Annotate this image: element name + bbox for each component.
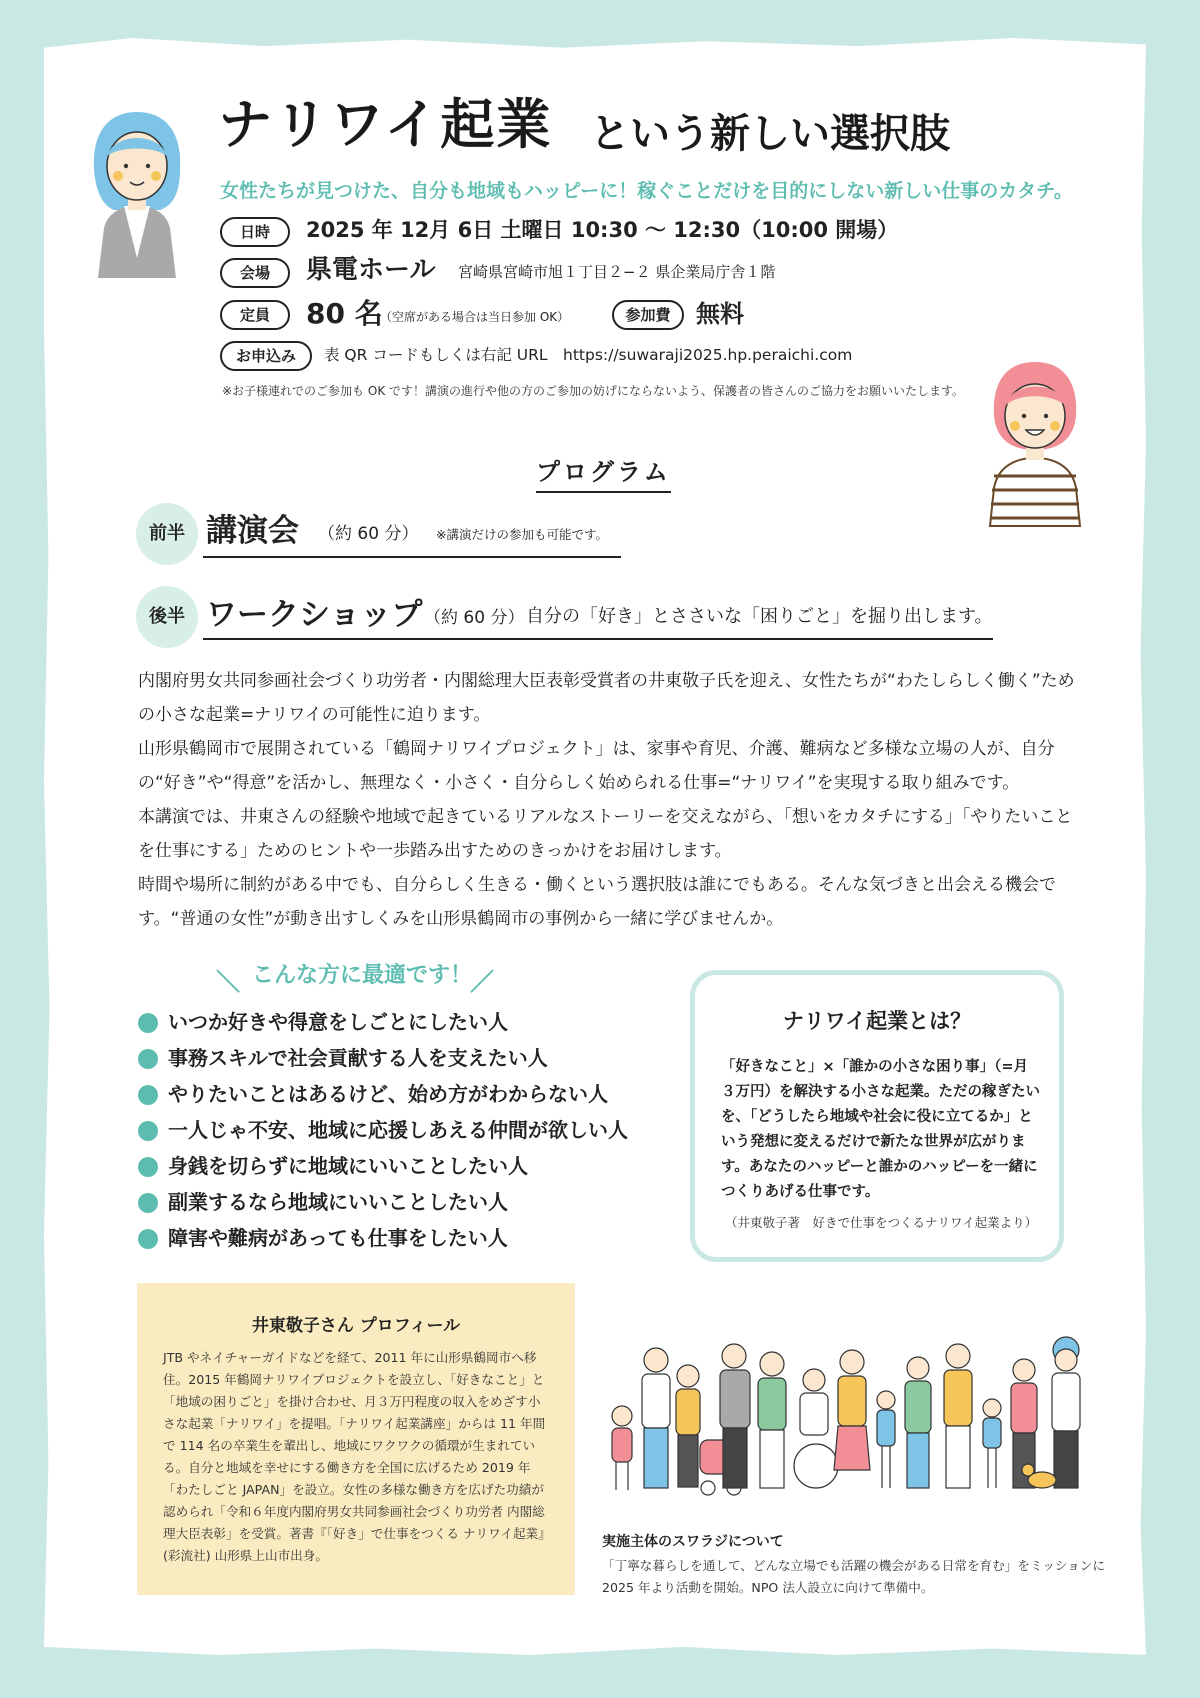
crowd-illustration [596, 1320, 1106, 1520]
workshop-underline [203, 638, 993, 640]
capacity-value: 80 名 [306, 297, 383, 330]
venue-label: 会場 [220, 258, 290, 288]
venue-name: 県電ホール [306, 255, 436, 285]
profile-box [137, 1283, 575, 1595]
suwaraji-body: 「丁寧な暮らしを通して、どんな立場でも活躍の機会がある日常を育む」をミッションに 2025 年より活動を開始。NPO 法人設立に向けて準備中。 [602, 1558, 1105, 1595]
list-item: 障害や難病があっても仕事をしたい人 [138, 1220, 628, 1256]
lecture-note: ※講演だけの参加も可能です。 [436, 527, 608, 542]
profile-title: 井東敬子さん プロフィール [251, 1316, 461, 1336]
workshop-description: 自分の「好き」とささいな「困りごと」を掘り出します。 [526, 606, 993, 627]
intro-paragraph: 内閣府男女共同参画社会づくり功労者・内閣総理大臣表彰受賞者の井東敬子氏を迎え、女性たちが“わたしらしく働く”ための小さな起業=ナリワイの可能性に迫ります。 [138, 671, 1075, 725]
apply-label: お申込み [220, 341, 312, 371]
apply-value[interactable]: 表 QR コードもしくは右記 URL https://suwaraji2025.hp.peraichi.com [324, 346, 853, 364]
capacity-label: 定員 [220, 300, 290, 330]
title-sub: という新しい選択肢 [590, 111, 950, 157]
woman-illustration-right [980, 358, 1090, 528]
bullet-icon [138, 1229, 158, 1249]
bullet-icon [138, 1049, 158, 1069]
bullet-icon [138, 1157, 158, 1177]
intro-paragraph: 時間や場所に制約がある中でも、自分らしく生きる・働くという選択肢は誰にでもある。そんな気づきと出会える機会です。“普通の女性”が動き出すしくみを山形県鶴岡市の事例から一緒に学びませんか。 [138, 875, 1056, 929]
slash-right-decoration: ／ [470, 968, 494, 996]
recommend-list [138, 1004, 628, 1256]
workshop-duration: （約 60 分） [424, 608, 525, 628]
intro-paragraph: 本講演では、井東さんの経験や地域で起きているリアルなストーリーを交えながら、「想いをカタチにする」「やりたいことを仕事にする」ためのヒントや一歩踏み出すためのきっかけをお届けします。 [138, 807, 1073, 861]
bullet-icon [138, 1085, 158, 1105]
about-title: ナリワイ起業とは？ [782, 1009, 972, 1033]
bullet-icon [138, 1121, 158, 1141]
fee-label: 参加費 [612, 300, 684, 330]
lecture-duration: （約 60 分） [318, 524, 419, 544]
list-item: いつか好きや得意をしごとにしたい人 [138, 1004, 628, 1040]
profile-body: JTB やネイチャーガイドなどを経て、2011 年に山形県鶴岡市へ移住。2015 年鶴岡ナリワイプロジェクトを設立し、「好きなこと」と「地域の困りごと」を掛け合わせ、月３万円程度の収入をめざす小さな起業「ナリワイ」を提唱。「ナリワイ起業講座」からは 11 年間で 114 名の卒業生を輩出し、地域にワクワクの循環が生まれている。自分と地域を幸せにする働き方を全国に広げるため 2019 年「わたしごと JAPAN」を設立。女性の多様な働き方を広げた功績が認められ「令和６年度内閣府男女共同参画社会づくり功労者 内閣総理大臣表彰」を受賞。著書『「好き」で仕事をつくる ナリワイ起業』(彩流社) 山形県上山市出身。 [163, 1350, 551, 1563]
list-item: 身銭を切らずに地域にいいことしたい人 [138, 1148, 628, 1184]
about-body: 「好きなこと」×「誰かの小さな困り事」（=月３万円）を解決する小さな起業。ただの稼ぎたいを、「どうしたら地域や社会に役に立てるか」という発想に変えるだけで新たな世界が広がります。あなたのハッピーと誰かのハッピーを一緒につくりあげる仕事です。 [721, 1059, 1040, 1200]
date-label: 日時 [220, 217, 290, 247]
date-value: 2025 年 12月 6日 土曜日 10:30 〜 12:30（10:00 開場） [306, 218, 899, 242]
list-item: やりたいことはあるけど、始め方がわからない人 [138, 1076, 628, 1112]
list-item: 事務スキルで社会貢献する人を支えたい人 [138, 1040, 628, 1076]
list-item: 一人じゃ不安、地域に応援しあえる仲間が欲しい人 [138, 1112, 628, 1148]
program-heading: プログラム [536, 452, 671, 493]
about-box [690, 970, 1064, 1262]
lecture-underline [203, 556, 621, 558]
tagline: 女性たちが見つけた、自分も地域もハッピーに！稼ぐことだけを目的にしない新しい仕事のカタチ。 [220, 180, 1073, 202]
venue-address: 宮崎県宮崎市旭１丁目２−２ 県企業局庁舎１階 [458, 263, 776, 281]
suwaraji-title: 実施主体のスワラジについて [602, 1534, 784, 1550]
first-half-badge: 前半 [136, 503, 198, 565]
intro-paragraph: 山形県鶴岡市で展開されている「鶴岡ナリワイプロジェクト」は、家事や育児、介護、難病など多様な立場の人が、自分の“好き”や“得意”を活かし、無理なく・小さく・自分らしく始められる仕事=“ナリワイ”を実現する取り組みです。 [138, 739, 1055, 793]
bullet-icon [138, 1013, 158, 1033]
slash-left-decoration: ＼ [216, 968, 240, 996]
title-main: ナリワイ起業 [218, 93, 553, 156]
recommend-heading: こんな方に最適です！ [252, 963, 473, 988]
woman-illustration-left [84, 108, 190, 278]
intro-text [138, 664, 1078, 936]
child-note: ※お子様連れでのご参加も OK です！講演の進行や他の方のご参加の妨げにならないよう、保護者の皆さんのご協力をお願いいたします。 [222, 384, 965, 398]
lecture-title: 講演会 [206, 513, 299, 549]
list-item: 副業するなら地域にいいことしたい人 [138, 1184, 628, 1220]
workshop-title: ワークショップ [206, 597, 423, 633]
fee-value: 無料 [696, 300, 744, 328]
second-half-badge: 後半 [136, 586, 198, 648]
about-cite: （井東敬子著 好きで仕事をつくるナリワイ起業より） [725, 1215, 1038, 1230]
bullet-icon [138, 1193, 158, 1213]
capacity-note: （空席がある場合は当日参加 OK） [380, 310, 570, 324]
